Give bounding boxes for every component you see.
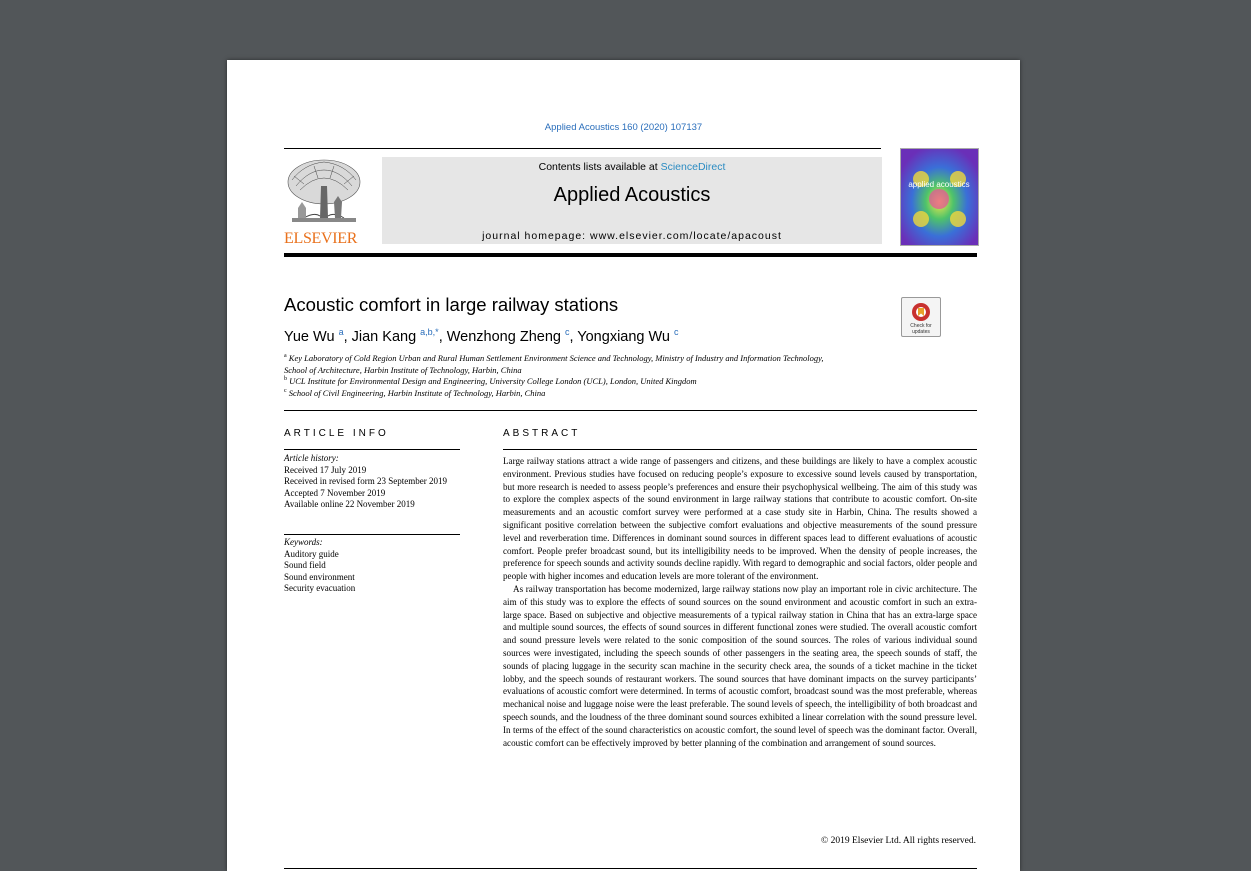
author-name[interactable]: Yue Wu bbox=[284, 328, 335, 345]
svg-text:updates: updates bbox=[912, 329, 930, 335]
paper-title: Acoustic comfort in large railway stations bbox=[284, 294, 619, 315]
check-for-updates-button[interactable] bbox=[901, 297, 941, 337]
check-updates-icon bbox=[902, 298, 940, 336]
author-affil-sup[interactable]: c bbox=[674, 327, 679, 337]
keyword-item: Auditory guide bbox=[284, 548, 339, 559]
header-thick-rule bbox=[284, 253, 977, 257]
journal-citation-link[interactable]: Applied Acoustics 160 (2020) 107137 bbox=[544, 122, 703, 133]
affiliation-a-cont: School of Architecture, Harbin Institute of Technology, Harbin, China bbox=[284, 365, 522, 375]
journal-name: Applied Acoustics bbox=[553, 184, 711, 206]
history-item: Received 17 July 2019 bbox=[284, 464, 367, 475]
keyword-item: Sound field bbox=[284, 560, 326, 570]
author-name[interactable]: Yongxiang Wu bbox=[577, 328, 670, 345]
contents-line bbox=[382, 161, 882, 173]
history-label: Article history: bbox=[284, 453, 339, 463]
author-name[interactable]: Wenzhong Zheng bbox=[446, 328, 561, 345]
author-name[interactable]: Jian Kang bbox=[351, 328, 417, 345]
author-affil-sup[interactable]: a bbox=[338, 327, 344, 337]
affiliation-a: $^a$ Key Laboratory of Cold Region Urban and Rural Human Settlement Environment Science and Technology, Ministry of Industry and Information Technology, bbox=[284, 353, 824, 363]
abstract-body bbox=[503, 455, 977, 749]
history-item: Received in revised form 23 September 2019 bbox=[284, 476, 447, 486]
keyword-item: Security evacuation bbox=[284, 583, 356, 593]
author-affil-sup[interactable]: a,b,* bbox=[420, 327, 439, 337]
abstract-paragraph: As railway transportation has become modernized, large railway stations now play an important role in civic architecture. The aim of this study was to explore the effects of sound sources on the sound environment and acoustic comfort in such an extra-large space. Based on subjective and objective measurements of a typical railway station in China that has an extra-large space and multiple sound sources, the effects of sound sources in different functional zones were studied. The overall acoustic comfort and sound pressure levels were related to the sonic composition of the sound sources. The roles of various individual sound sources were investigated, including the speech sounds of other passengers in the seating area, the speech sounds of staff, the sounds of placing luggage in the security scan machine in the security check area, the sounds of a ticket machine in the ticket lobby, and the speech sounds of restaurant workers. The sound sources that have dominant impacts on the survey participants’ evaluations of acoustic comfort were determined. In terms of acoustic comfort, broadcast sound was the most preferable, whereas mechanical noise and luggage noise were the least preferable. The sound levels of speech, the intelligibility of both broadcast and speech sounds, and the loudness of the three dominant sound sources exhibited a linear correlation with the sound pressure level. In terms of the effect of the sound characteristics on acoustic comfort, the sound level of speech was the dominant factor. Overall, acoustic comfort can be effectively improved by better planning of the combination and arrangement of sound sources. bbox=[503, 583, 977, 748]
header-rule bbox=[284, 148, 881, 149]
journal-homepage[interactable]: journal homepage: www.elsevier.com/locate/apacoust bbox=[482, 230, 782, 242]
article-info-heading: ARTICLE INFO bbox=[284, 428, 389, 439]
pdf-page bbox=[227, 60, 1020, 871]
copyright-notice: © 2019 Elsevier Ltd. All rights reserved. bbox=[821, 836, 976, 846]
journal-cover-image bbox=[900, 148, 979, 246]
keyword-item: Sound environment bbox=[284, 571, 355, 582]
svg-text:Check for: Check for bbox=[910, 323, 932, 329]
history-item: Available online 22 November 2019 bbox=[284, 499, 415, 509]
journal-banner bbox=[382, 157, 882, 244]
elsevier-wordmark: ELSEVIER bbox=[284, 230, 358, 247]
affiliation-b: $^b$ UCL Institute for Environmental Design and Engineering, University College London (UCL), London, United Kingdom bbox=[284, 376, 697, 386]
affiliation-rule bbox=[284, 410, 977, 411]
author-affil-sup[interactable]: c bbox=[564, 327, 570, 337]
bottom-rule bbox=[284, 868, 977, 869]
article-history bbox=[284, 453, 460, 511]
cover-title: applied acoustics bbox=[908, 180, 970, 189]
keywords-label: Keywords: bbox=[284, 537, 323, 547]
abstract-paragraph: Large railway stations attract a wide range of passengers and citizens, and these buildings are likely to have a complex acoustic environment. Previous studies have focused on reducing people’s exposure to excessive sound levels caused by transportation, but more research is needed to assess people’s preferences and ensure their psychophysical wellbeing. The aim of this study was to explore the complex aspects of the sound environment in large railway stations that contribute to acoustic comfort. On-site measurements and an acoustic comfort survey were performed at a case study site in Harbin, China. The results showed a significant positive correlation between the subjective comfort evaluations and objective measurements of the sound pressure level and reverberation time. Differences in dominant sound sources in different spaces lead to different evaluations of acoustic comfort. People prefer broadcast sound, but its intelligibility needs to be improved. When the density of people increases, the preference for speech sounds and activity sounds decline rapidly. With regard to demographic and social factors, older people and people with higher incomes and education levels are more tolerant of the environment. bbox=[503, 456, 977, 582]
sciencedirect-link[interactable]: ScienceDirect bbox=[660, 161, 726, 173]
article-info-rule bbox=[284, 449, 460, 450]
abstract-heading: ABSTRACT bbox=[503, 428, 581, 439]
author-list: Yue Wu $^a$, Jian Kang $^{a,b,*}$, Wenzhong Zheng $^c$, Yongxiang Wu $^c$ bbox=[284, 327, 679, 345]
contents-prefix: Contents lists available at bbox=[538, 161, 661, 173]
keywords-rule bbox=[284, 534, 460, 535]
abstract-rule bbox=[503, 449, 977, 450]
affiliation-c: $^c$ School of Civil Engineering, Harbin Institute of Technology, Harbin, China bbox=[284, 388, 546, 398]
keywords-block bbox=[284, 537, 460, 595]
history-item: Accepted 7 November 2019 bbox=[284, 487, 386, 498]
